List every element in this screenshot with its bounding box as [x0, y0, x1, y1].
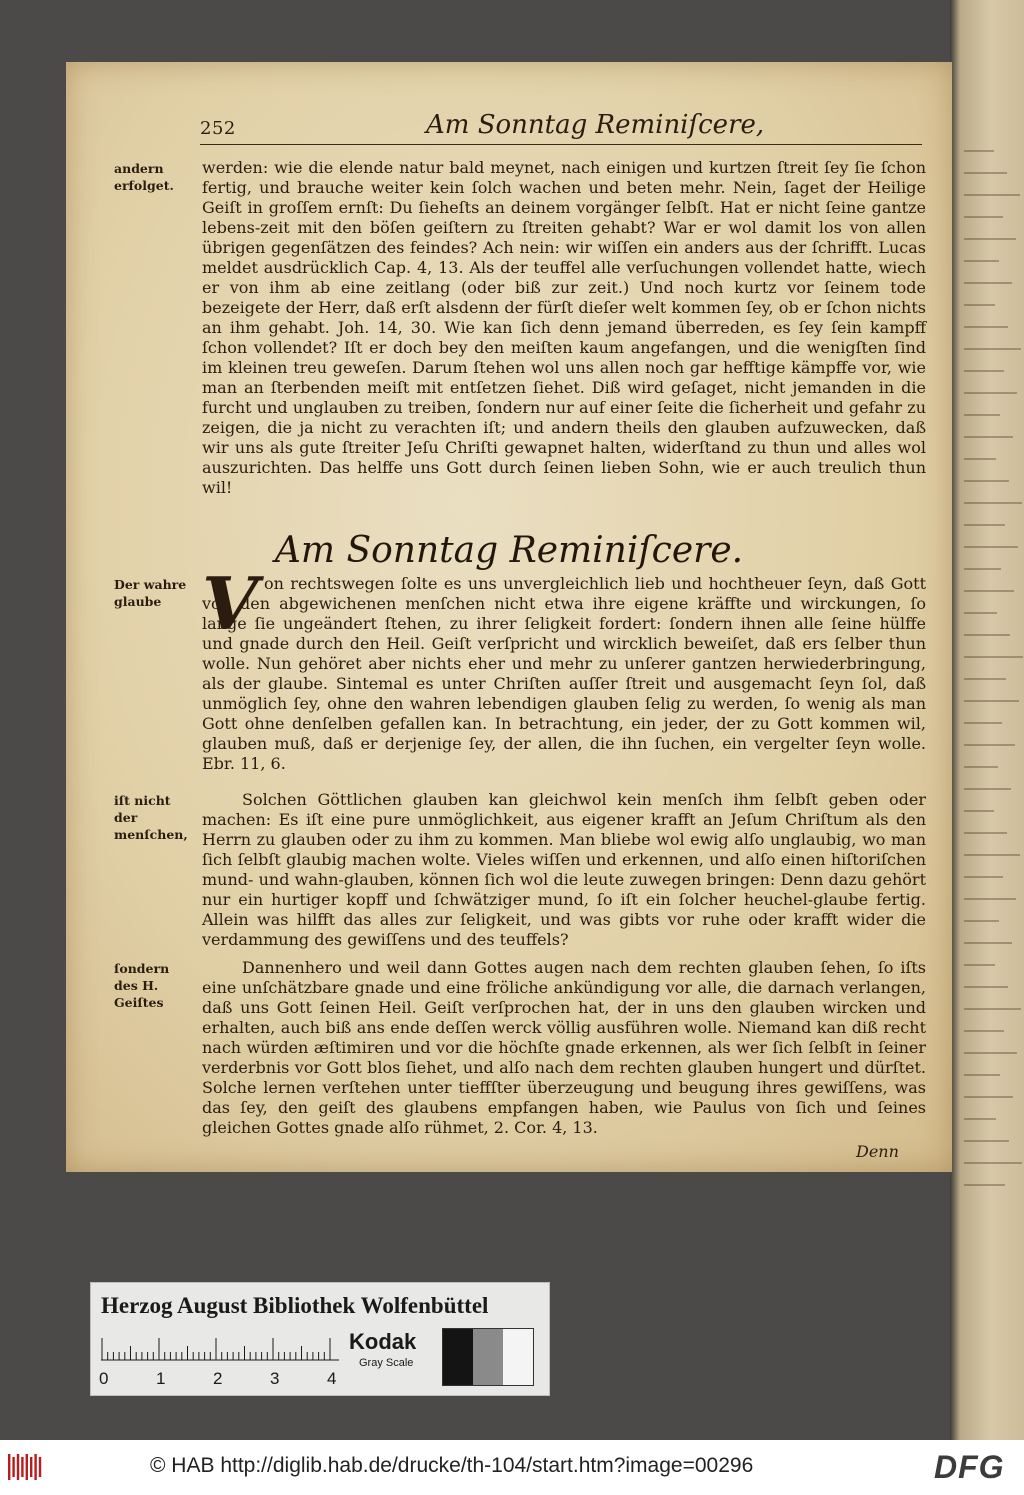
- gray-patches: [443, 1329, 533, 1385]
- ghost-text-line: [964, 1140, 1009, 1142]
- logo-bar: [12, 1457, 14, 1477]
- ruler-number: 4: [327, 1369, 337, 1388]
- ghost-text-line: [964, 414, 1000, 416]
- paragraph: werden: wie die elende natur bald meynet, nach einigen und kurtzen ſtreit ſey ſie ſchon fertig, und brauche weiter kein ſolch wachen und beten mehr. Nein, ſaget der Heilige Geiſt in groſſem ernſt: Du ſieheſts an deinem vorgänger ſelbſt. Hat er nicht ſeine gantze lebens-zeit mit den böſen geiſtern zu ſtreiten gehabt? War er wol damit los von allen übrigen gegenſätzen des feindes? Ach nein: wir wiſſen ein anders aus der ſchrifft. Lucas meldet ausdrücklich Cap. 4, 13. Als der teuffel alle verſuchungen vollendet hatte, wiech er von ihm ab eine zeitlang (oder biß zur zeit.) Und noch kurtz vor ſeinem tode bezeigete der Herr, daß erſt alsdenn der fürſt dieſer welt kommen ſey, ob er ſchon nichts an ihm gehabt. Joh. 14, 30. Wie kan ſich denn jemand überreden, es ſey ſein kampff ſchon vollendet? Iſt er doch bey den meiſten kaum angefangen, und die wenigſten ſind im kleinen treu geweſen. Darum ſtehen wol uns allen noch gar hefftige kämpffe vor, wie man an ſterbenden meiſt mit entſetzen ſiehet. Diß wird geſaget, nicht jemanden in die furcht und unglauben zu treiben, ſondern nur auf einer ſeite die ſicherheit und gefahr zu zeigen, die ja nicht zu verachten iſt; und andern theils den glauben aufzuwecken, daß wir uns als gute ſtreiter Jeſu Chriſti gewapnet halten, widerſtand zu thun und alles wol auszurichten. Das helffe uns Gott durch ſeinen lieben Sohn, wie er auch treulich thun wil!: [202, 158, 926, 497]
- margin-note: andern erfolget.: [114, 161, 174, 193]
- ghost-text-line: [964, 766, 998, 768]
- paragraph: Solchen Göttlichen glauben kan gleichwol kein menſch ihm ſelbſt geben oder machen: Es iſt eine pure unmöglichkeit, aus eigener krafft an Jeſum Chriſtum als den Herrn zu glauben oder zu ihm zu kommen. Man bliebe wol ewig alſo unglaubig, wo man ſich ſelbſt glaubig machen wolte. Vieles wiſſen und erkennen, und alſo einen hiſtoriſchen mund- und wahn-glauben, können ſich wol die leute zuwegen bringen: Denn dazu gehört nur ein hurtiger kopff und ſchwätziger mund, ſo iſt ein ſolcher heuchel-glaube fertig. Allein was hilfft das alles zur ſeligkeit, und was gibts vor ruhe oder krafft wider die verdammung des gewiſſens und des teuffels?: [202, 790, 926, 949]
- ghost-text-line: [964, 832, 1007, 834]
- ghost-text-line: [964, 370, 1004, 372]
- ghost-text-line: [964, 150, 994, 152]
- catchword: Denn: [856, 1142, 899, 1161]
- logo-bar: [26, 1454, 28, 1480]
- ruler: [101, 1331, 339, 1361]
- margin-note: Der wahre glaube: [114, 577, 187, 609]
- dfg-logo: DFG: [934, 1449, 1005, 1485]
- header-rule: [200, 144, 922, 145]
- ghost-text-line: [964, 612, 997, 614]
- section-title: Am Sonntag Reminiſcere.: [274, 530, 744, 571]
- ghost-text-line: [964, 172, 1007, 174]
- ghost-text-line: [964, 1162, 1022, 1164]
- gray-scale-label: Gray Scale: [359, 1357, 414, 1369]
- margin-note: iſt nicht der menſchen,: [114, 793, 188, 842]
- ghost-text-line: [964, 282, 1012, 284]
- gray-patch-black: [443, 1329, 473, 1385]
- ghost-text-line: [964, 348, 1021, 350]
- logo-bar: [39, 1457, 41, 1477]
- ghost-text-line: [964, 810, 994, 812]
- ghost-text-line: [964, 194, 1020, 196]
- paragraph: on rechtswegen ſolte es uns unvergleichlich lieb und hochtheuer ſeyn, daß Gott von den abgewichenen menſchen nicht etwa ihre eigene kräffte und wirckungen, ſo lange ſie ungeändert ſtehen, zu ihrer ſeligkeit fordert: ſondern ihnen alle ſeine hülffe und gnade durch den Heil. Geiſt verſpricht und wircklich beweiſet, daß ers ſelber thun wolle. Nun gehöret aber nichts eher und mehr zu unſerer gantzen herwiederbringung, als der glaube. Sintemal es unter Chriſten auſſer ſtreit und ausgemacht ſeyn ſol, daß unmöglich ſey, ohne den wahren lebendigen glauben ſelig zu werden, ſo wenig als man Gott ohne denſelben gefallen kan. In betrachtung, ein jeder, der zu Gott kommen wil, glauben muß, daß er derjenige ſey, der allen, die ihn ſuchen, ein vergelter ſeyn wolle. Ebr. 11, 6.: [202, 574, 926, 773]
- ghost-text-line: [964, 546, 1018, 548]
- ghost-text-line: [964, 942, 1012, 944]
- ghost-text-line: [964, 568, 1001, 570]
- ruler-number: 2: [213, 1369, 223, 1388]
- page-number: 252: [200, 118, 236, 139]
- paragraph: Dannenhero und weil dann Gottes augen nach dem rechten glauben ſehen, ſo iſts eine unſchätzbare gnade und eine fröliche ankündigung vor alle, die darnach verlangen, daß uns Gott ſeinen Heil. Geiſt verſprochen hat, der in uns den glauben wircken und erhalten, auch biß ans ende deſſen werck völlig ausführen wolle. Niemand kan diß recht nach würden æſtimiren und vor die höchſte gnade erkennen, als wer ſich ſelbſt in ſeiner verderbnis vor Gott blos ſiehet, und alſo nach dem rechten glauben hungert und dürſtet. Solche lernen verſtehen unter tieffſter überzeugung und beugung ihres gewiſſens, was das ſey, den geiſt des glaubens empfangen haben, wie Paulus von ſich und ſeines gleichen Gottes gnade alſo rühmet, 2. Cor. 4, 13.: [202, 958, 926, 1137]
- ghost-text-line: [964, 238, 1016, 240]
- ghost-text-line: [964, 458, 996, 460]
- ghost-text-line: [964, 1074, 1000, 1076]
- logo-bar: [8, 1454, 10, 1480]
- ghost-text-line: [964, 876, 1003, 878]
- ghost-text-line: [964, 1030, 1004, 1032]
- drop-cap: V: [202, 561, 258, 646]
- ruler-number: 1: [156, 1369, 166, 1388]
- ghost-text-line: [964, 1096, 1013, 1098]
- ghost-text-line: [964, 480, 1009, 482]
- library-name: Herzog August Bibliothek Wolfenbüttel: [101, 1293, 489, 1318]
- document-page: [66, 62, 952, 1172]
- scale-card: [90, 1282, 550, 1396]
- ghost-text-line: [964, 1184, 1005, 1186]
- ghost-text-line: [964, 722, 1002, 724]
- adjacent-page-edge: [950, 0, 1024, 1440]
- ruler-number: 3: [270, 1369, 280, 1388]
- ghost-text-line: [964, 1008, 1021, 1010]
- ghost-text-line: [964, 920, 999, 922]
- ghost-text-line: [964, 634, 1010, 636]
- ghost-text-line: [964, 392, 1017, 394]
- ghost-text-line: [964, 898, 1016, 900]
- ghost-text-line: [964, 502, 1022, 504]
- logo-bar: [30, 1457, 32, 1477]
- ghost-text-line: [964, 326, 1008, 328]
- ghost-text-line: [964, 1052, 1017, 1054]
- ghost-text-line: [964, 700, 1019, 702]
- ghost-text-line: [964, 524, 1005, 526]
- ghost-text-line: [964, 436, 1013, 438]
- footer-bar: [0, 1440, 1024, 1495]
- gray-patch-white: [503, 1329, 533, 1385]
- ghost-text-line: [964, 656, 1023, 658]
- hab-logo-icon: [8, 1454, 44, 1480]
- margin-note: ſondern des H. Geiſtes: [114, 961, 170, 1010]
- ghost-text-line: [964, 788, 1011, 790]
- page-content: [66, 62, 952, 1172]
- ghost-text-line: [964, 304, 995, 306]
- ghost-text-line: [964, 986, 1008, 988]
- ghost-text-line: [964, 854, 1020, 856]
- logo-bar: [17, 1454, 19, 1480]
- ghost-text-line: [964, 744, 1015, 746]
- ghost-text-line: [964, 678, 1006, 680]
- ghost-text-line: [964, 1118, 996, 1120]
- logo-bar: [21, 1457, 23, 1477]
- ghost-text-line: [964, 964, 995, 966]
- gray-patch-mid: [473, 1329, 503, 1385]
- ruler-number: 0: [99, 1369, 109, 1388]
- ghost-text-line: [964, 260, 999, 262]
- logo-bar: [34, 1454, 36, 1480]
- ghost-text-line: [964, 590, 1014, 592]
- footer-copyright-link[interactable]: © HAB http://diglib.hab.de/drucke/th-104/start.htm?image=00296: [150, 1454, 754, 1477]
- kodak-label: Kodak: [349, 1329, 417, 1354]
- ghost-text-line: [964, 216, 1003, 218]
- running-head: Am Sonntag Reminiſcere,: [426, 110, 765, 140]
